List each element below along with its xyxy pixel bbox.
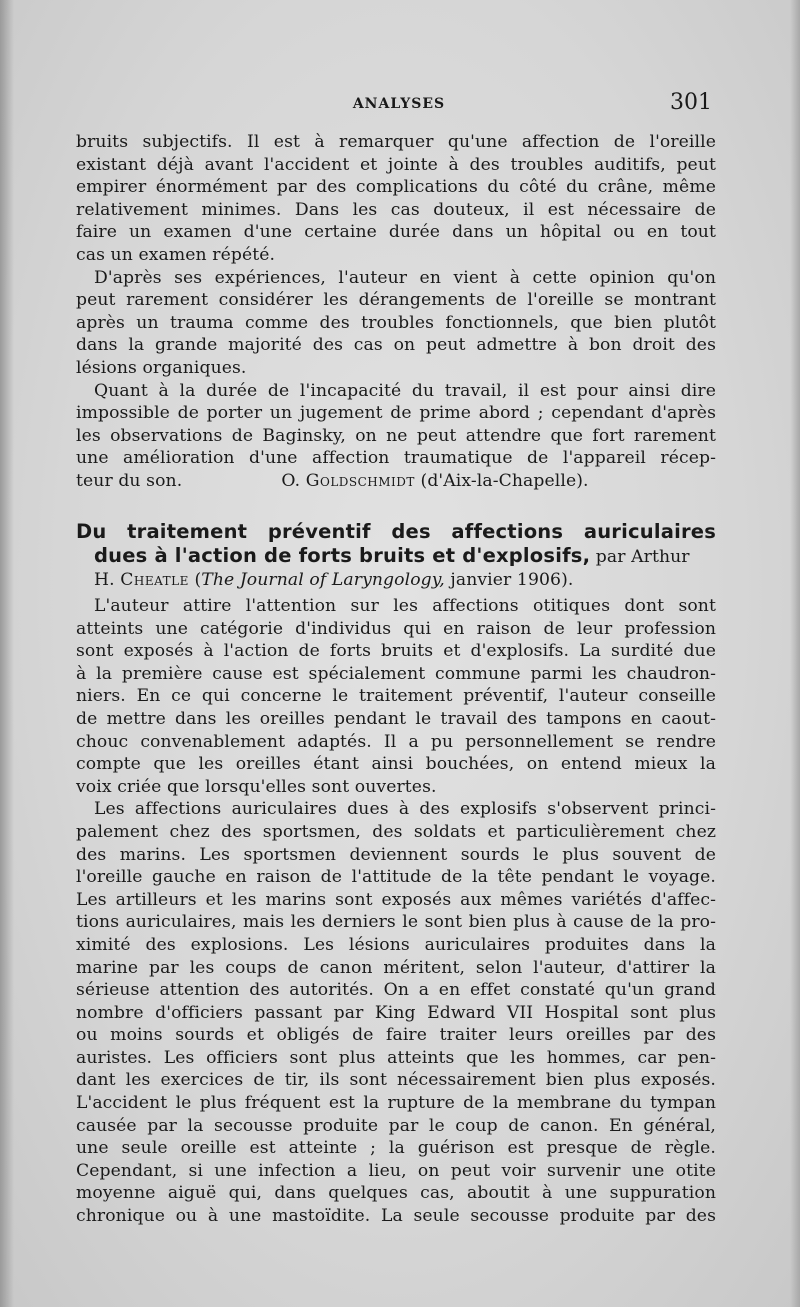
page-number: 301 <box>670 90 712 115</box>
text-line: une amélioration d'une affection traumatique de l'appareil récep- <box>76 448 716 469</box>
text-line: palement chez des sportsmen, des soldats et particulièrement chez <box>76 821 716 842</box>
text-line: L'accident le plus fréquent est la rupture de la membrane du tympan <box>76 1093 716 1114</box>
article-title-line <box>76 544 716 569</box>
running-head <box>78 92 720 120</box>
text-line: moyenne aiguë qui, dans quelques cas, aboutit à une suppuration <box>76 1183 716 1204</box>
text-line: nombre d'officiers passant par King Edward VII Hospital sont plus <box>76 1002 716 1023</box>
text-line: après un trauma comme des troubles fonctionnels, que bien plutôt <box>76 312 716 333</box>
signature-line <box>76 470 716 493</box>
text-line: sérieuse attention des autorités. On a en effet constaté qu'un grand <box>76 980 716 1001</box>
text-line: auristes. Les officiers sont plus atteints que les hommes, car pen- <box>76 1047 716 1068</box>
text-line: des marins. Les sportsmen deviennent sourds le plus souvent de <box>76 844 716 865</box>
text-line: sont exposés à l'action de forts bruits et d'explosifs. La surdité due <box>76 641 716 662</box>
text-line: cas un examen répété. <box>76 244 276 265</box>
page-gutter-shadow <box>0 0 14 1307</box>
previous-review-text <box>76 131 716 493</box>
text-line: faire un examen d'une certaine durée dans un hôpital ou en tout <box>76 222 716 243</box>
text-line: tions auriculaires, mais les derniers le sont bien plus à cause de la pro- <box>76 912 716 933</box>
text-line: Cependant, si une infection a lieu, on peut voir survenir une otite <box>76 1160 716 1181</box>
text-line: impossible de porter un jugement de prime abord ; cependant d'après <box>76 403 716 424</box>
text-line: ou moins sourds et obligés de faire traiter leurs oreilles par des <box>76 1025 716 1046</box>
text-line: à la première cause est spécialement commune parmi les chaudron- <box>76 663 716 684</box>
article-title-continued: dues à l'action de forts bruits et d'explosifs, <box>94 544 591 567</box>
text-line: ximité des explosions. Les lésions auriculaires produites dans la <box>76 934 716 955</box>
text-line: D'après ses expériences, l'auteur en vient à cette opinion qu'on <box>94 267 716 288</box>
text-line: dans la grande majorité des cas on peut admettre à bon droit des <box>76 335 716 356</box>
signature-author-name: Goldschmidt <box>305 470 415 491</box>
text-line: Les affections auriculaires dues à des explosifs s'observent princi- <box>94 799 716 820</box>
article-citation <box>76 569 716 592</box>
running-title: ANALYSES <box>352 96 446 112</box>
text-line: L'auteur attire l'attention sur les affections otitiques dont sont <box>94 596 716 616</box>
signature-line-start: teur du son. <box>76 470 183 491</box>
article-author-name: Cheatle <box>120 569 189 590</box>
article-heading <box>76 520 716 591</box>
text-line: compte que les oreilles étant ainsi bouchées, on entend mieux la <box>76 754 716 775</box>
journal-title: The Journal of Laryngology, <box>201 569 445 590</box>
text-line: une seule oreille est atteinte ; la guérison est presque de règle. <box>76 1138 716 1159</box>
citation-open-paren: ( <box>194 569 202 590</box>
text-line: lésions organiques. <box>76 357 247 378</box>
article-author-initial: H. <box>94 569 115 590</box>
signature-affiliation: (d'Aix-la-Chapelle). <box>420 470 589 491</box>
text-line: dant les exercices de tir, ils sont nécessairement bien plus exposés. <box>76 1070 716 1091</box>
text-line: marine par les coups de canon méritent, selon l'auteur, d'attirer la <box>76 957 716 978</box>
text-line: les observations de Baginsky, on ne peut attendre que fort rarement <box>76 425 716 446</box>
journal-date: janvier 1906). <box>450 569 574 590</box>
text-line: causée par la secousse produite par le coup de canon. En général, <box>76 1115 716 1136</box>
text-line: niers. En ce qui concerne le traitement préventif, l'auteur conseille <box>76 686 716 707</box>
text-line: existant déjà avant l'accident et jointe à des troubles auditifs, peut <box>76 154 716 175</box>
article-title-line: Du traitement préventif des affections auriculaires <box>76 520 716 543</box>
text-line: chronique ou à une mastoïdite. La seule secousse produite par des <box>76 1206 716 1227</box>
text-line: voix criée que lorsqu'elles sont ouvertes. <box>76 776 437 797</box>
text-line: atteints une catégorie d'individus qui en raison de leur profession <box>76 618 716 639</box>
text-line: empirer énormément par des complications du côté du crâne, même <box>76 177 716 198</box>
text-line: chouc convenablement adaptés. Il a pu personnellement se rendre <box>76 731 716 752</box>
text-line: l'oreille gauche en raison de l'attitude de la tête pendant le voyage. <box>76 867 716 888</box>
article-byline: par Arthur <box>595 547 690 567</box>
text-line: relativement minimes. Dans les cas douteux, il est nécessaire de <box>76 199 716 220</box>
signature-author-initial: O. <box>281 470 301 491</box>
text-line: bruits subjectifs. Il est à remarquer qu'une affection de l'oreille <box>76 132 716 152</box>
text-line: de mettre dans les oreilles pendant le travail des tampons en caout- <box>76 708 716 729</box>
page-edge-shadow <box>790 0 800 1307</box>
article-body <box>76 595 716 1228</box>
text-line: Quant à la durée de l'incapacité du travail, il est pour ainsi dire <box>94 380 716 401</box>
text-line: peut rarement considérer les dérangements de l'oreille se montrant <box>76 290 716 311</box>
text-line: Les artilleurs et les marins sont exposés aux mêmes variétés d'affec- <box>76 889 716 910</box>
